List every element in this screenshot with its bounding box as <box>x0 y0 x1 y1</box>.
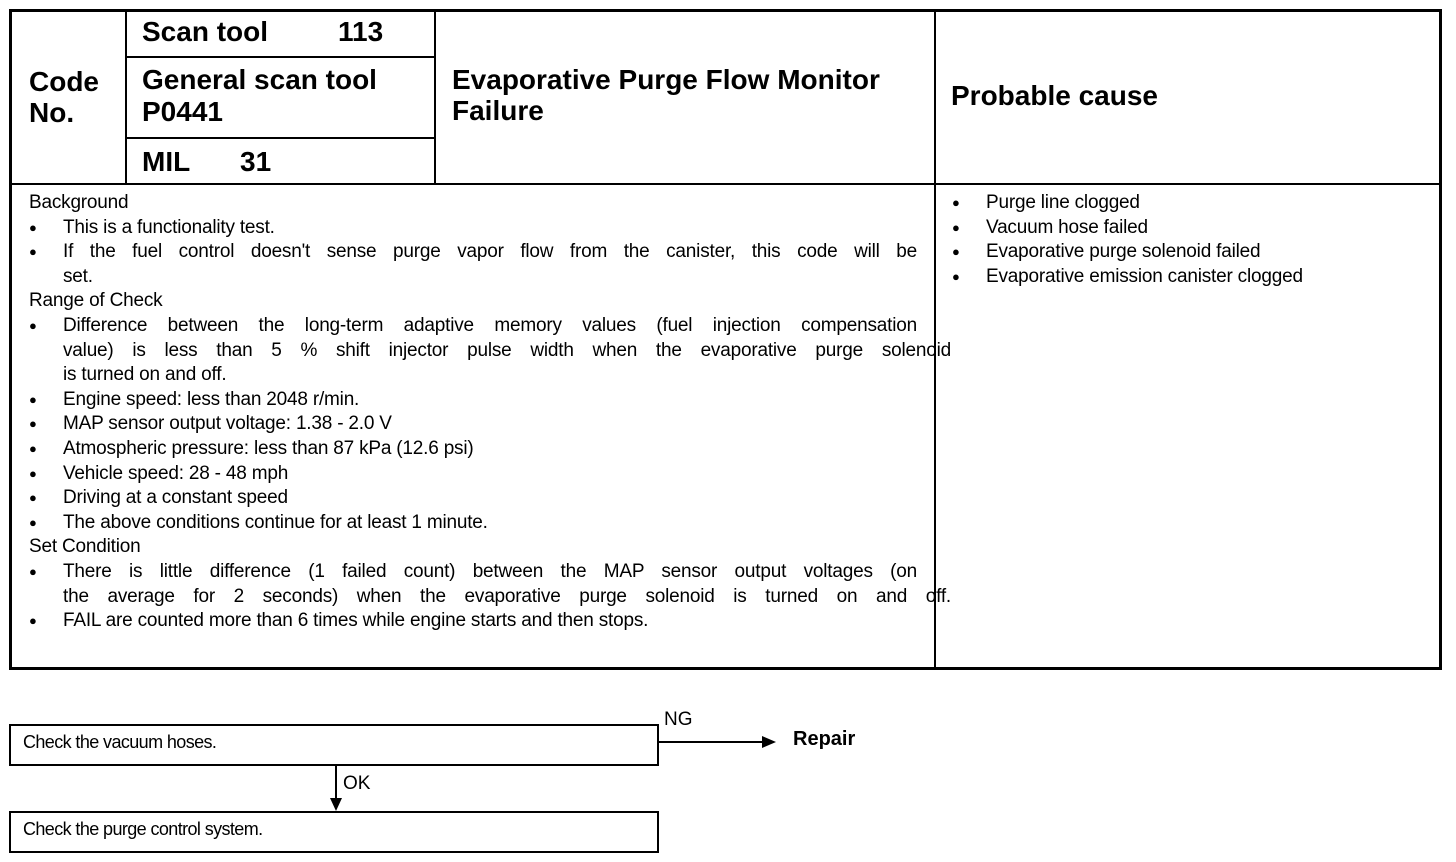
background-heading: Background <box>29 192 129 213</box>
ng-label: NG <box>664 709 693 730</box>
range-item: ● MAP sensor output voltage: 1.38 - 2.0 V <box>29 412 925 437</box>
range-heading: Range of Check <box>29 290 163 312</box>
divider-codes-col <box>434 12 436 184</box>
mil-value: 31 <box>240 146 272 177</box>
set-condition-heading: Set Condition <box>29 536 141 558</box>
probable-cause-heading: Probable cause <box>951 80 1158 111</box>
probable-cause-item: ● Vacuum hose failed <box>952 216 1422 241</box>
general-scan-tool-label: General scan tool <box>142 64 377 95</box>
divider-general-row <box>126 137 435 139</box>
flow-step-check-purge-control: Check the purge control system. <box>9 811 659 853</box>
dtc-title: Evaporative Purge Flow Monitor Failure <box>452 64 880 126</box>
set-condition-item-cont: the average for 2 seconds) when the evaporative purge solenoid is turned on and off. <box>63 585 951 607</box>
probable-cause-item: ● Purge line clogged <box>952 191 1422 216</box>
background-item: ● This is a functionality test. <box>29 216 925 241</box>
range-item: ● Engine speed: less than 2048 r/min. <box>29 388 925 413</box>
divider-scan-row <box>126 56 435 58</box>
background-item-cont: set. <box>63 265 93 287</box>
range-item-cont: value) is less than 5 % shift injector pulse width when the evaporative purge solenoid <box>63 339 951 361</box>
range-item: ● Vehicle speed: 28 - 48 mph <box>29 462 925 487</box>
flow-step-check-vacuum-hoses: Check the vacuum hoses. <box>9 724 659 766</box>
ok-arrow <box>335 766 337 802</box>
scan-tool-value: 113 <box>338 16 384 47</box>
mil-label: MIL <box>142 146 191 177</box>
divider-header-row <box>12 183 1439 185</box>
probable-cause-item: ● Evaporative purge solenoid failed <box>952 240 1422 265</box>
probable-cause-list <box>952 191 1422 289</box>
divider-code-col <box>125 12 127 184</box>
scan-tool-label: Scan tool <box>142 16 269 47</box>
range-item: ● The above conditions continue for at least 1 minute. <box>29 511 925 536</box>
ng-arrow-head-icon <box>762 736 776 748</box>
ok-label: OK <box>343 773 371 794</box>
repair-label: Repair <box>793 728 856 750</box>
range-item: ● Atmospheric pressure: less than 87 kPa (12.6 psi) <box>29 437 925 462</box>
code-no-label: Code No. <box>29 66 99 128</box>
range-item: ● Difference between the long-term adaptive memory values (fuel injection compensation <box>29 314 917 339</box>
probable-cause-item: ● Evaporative emission canister clogged <box>952 265 1422 290</box>
range-item: ● Driving at a constant speed <box>29 486 925 511</box>
range-item-cont: is turned on and off. <box>63 364 227 386</box>
ng-arrow <box>659 741 767 743</box>
set-condition-item: ● FAIL are counted more than 6 times while engine starts and then stops. <box>29 609 925 634</box>
set-condition-item: ● There is little difference (1 failed count) between the MAP sensor output voltages (on <box>29 560 917 585</box>
background-item: ● If the fuel control doesn't sense purge vapor flow from the canister, this code will be <box>29 240 917 265</box>
description-section <box>29 191 951 634</box>
general-scan-tool-code: P0441 <box>142 96 223 127</box>
ok-arrow-head-icon <box>330 798 342 811</box>
